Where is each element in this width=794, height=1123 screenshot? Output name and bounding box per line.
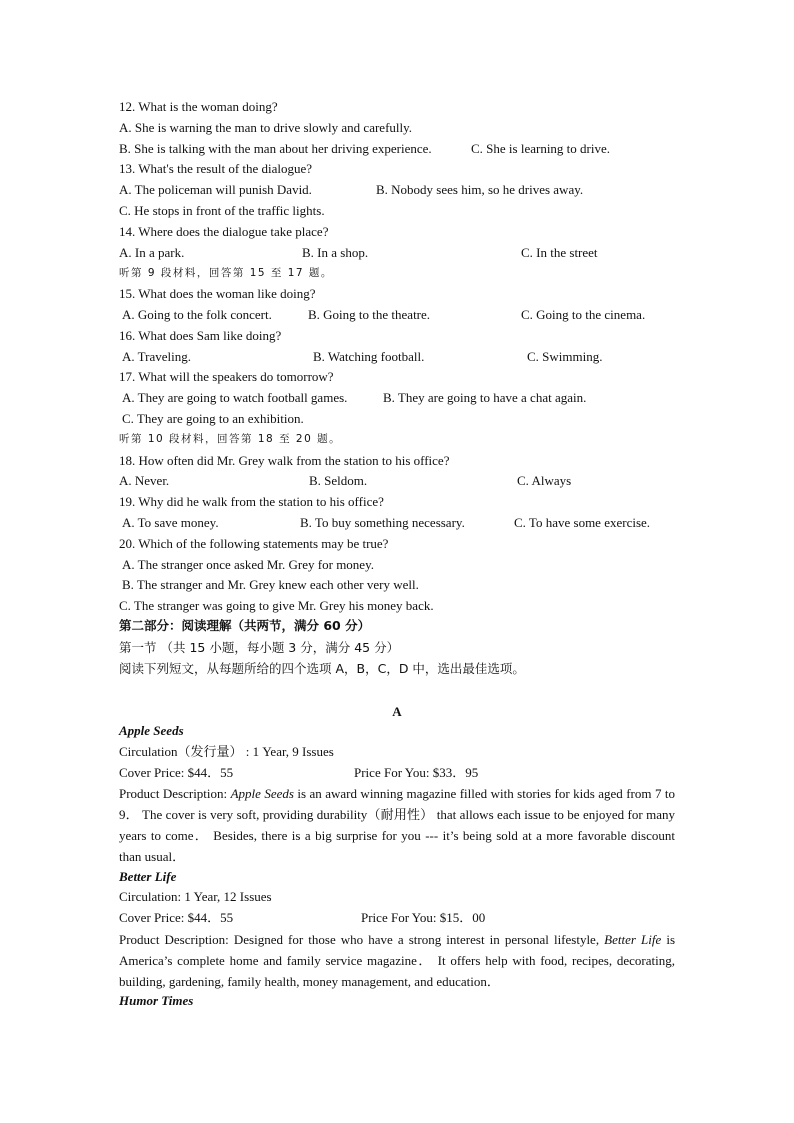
apple-seeds-desc-prefix: Product Description: [119, 786, 231, 801]
q20-option-b: B. The stranger and Mr. Grey knew each other very well. [122, 577, 419, 592]
better-life-price-for-you: Price For You: $15．00 [361, 910, 486, 925]
question-13: 13. What's the result of the dialogue? [119, 161, 313, 176]
section-one-title: 第一节 （共 15 小题，每小题 3 分，满分 45 分） [119, 640, 400, 655]
q19-option-b: B. To buy something necessary. [300, 515, 465, 530]
q14-option-a: A. In a park. [119, 245, 185, 260]
q13-option-a: A. The policeman will punish David. [119, 182, 312, 197]
q12-option-c: C. She is learning to drive. [471, 141, 611, 156]
q20-option-a: A. The stranger once asked Mr. Grey for money. [122, 557, 374, 572]
q17-option-c: C. They are going to an exhibition. [122, 411, 304, 426]
q15-option-b: B. Going to the theatre. [308, 307, 431, 322]
q16-option-a: A. Traveling. [122, 349, 191, 364]
q15-option-a: A. Going to the folk concert. [122, 307, 272, 322]
q16-options [119, 347, 679, 367]
better-life-prices [119, 908, 679, 928]
q12-option-a: A. She is warning the man to drive slowly and carefully. [119, 120, 413, 135]
q14-option-b: B. In a shop. [302, 245, 369, 260]
q16-option-b: B. Watching football. [313, 349, 425, 364]
question-15: 15. What does the woman like doing? [119, 286, 316, 301]
question-17: 17. What will the speakers do tomorrow? [119, 369, 334, 384]
better-life-description [119, 929, 675, 992]
magazine-title-better-life: Better Life [119, 869, 177, 884]
q19-option-a: A. To save money. [122, 515, 219, 530]
q16-option-c: C. Swimming. [527, 349, 603, 364]
section-10-instruction: 听第 10 段材料，回答第 18 至 20 题。 [119, 433, 342, 445]
section-9-instruction: 听第 9 段材料，回答第 15 至 17 题。 [119, 267, 333, 279]
apple-seeds-desc-body: is an award winning magazine filled with stories for kids aged from 7 to 9． The cover is very soft, providing durability（耐用性） that allows each issue to be enjoyed for many years to come． Besides, there is a big surprise for you --- it’s being sold at a more favorable discount than usual． [119, 786, 675, 864]
part-two-title: 第二部分：阅读理解（共两节，满分 60 分） [119, 618, 371, 633]
apple-seeds-circulation: Circulation（发行量） : 1 Year, 9 Issues [119, 744, 334, 759]
apple-seeds-description [119, 783, 675, 867]
better-life-desc-name: Better Life [604, 932, 662, 947]
reading-instruction: 阅读下列短文，从每题所给的四个选项 A，B，C，D 中，选出最佳选项。 [119, 661, 525, 676]
q18-option-b: B. Seldom. [309, 473, 368, 488]
apple-seeds-prices [119, 763, 679, 783]
better-life-cover-price: Cover Price: $44．55 [119, 910, 234, 925]
question-19: 19. Why did he walk from the station to his office? [119, 494, 384, 509]
question-12: 12. What is the woman doing? [119, 99, 278, 114]
q15-options [119, 305, 679, 325]
question-20: 20. Which of the following statements may be true? [119, 536, 389, 551]
question-18: 18. How often did Mr. Grey walk from the station to his office? [119, 453, 450, 468]
apple-seeds-desc-name: Apple Seeds [230, 786, 294, 801]
q19-options [119, 513, 679, 533]
passage-label: A [392, 704, 402, 719]
better-life-desc-body: is America’s complete home and family service magazine． It offers help with food, recipes, decorating, building, gardening, family health, money management, and education． [119, 932, 675, 989]
magazine-title-humor-times: Humor Times [119, 993, 194, 1008]
q19-option-c: C. To have some exercise. [514, 515, 651, 530]
q13-option-c: C. He stops in front of the traffic lights. [119, 203, 325, 218]
q14-option-c: C. In the street [521, 245, 598, 260]
q17-option-a: A. They are going to watch football games. [122, 390, 348, 405]
q18-option-a: A. Never. [119, 473, 170, 488]
question-16: 16. What does Sam like doing? [119, 328, 282, 343]
better-life-desc-prefix: Product Description: Designed for those who have a strong interest in personal lifestyle, [119, 932, 605, 947]
q17-option-b: B. They are going to have a chat again. [383, 390, 587, 405]
q20-option-c: C. The stranger was going to give Mr. Grey his money back. [119, 598, 434, 613]
better-life-circulation: Circulation: 1 Year, 12 Issues [119, 889, 272, 904]
q13-options-ab [119, 180, 679, 200]
apple-seeds-cover-price: Cover Price: $44．55 [119, 765, 234, 780]
q12-option-b: B. She is talking with the man about her driving experience. [119, 141, 432, 156]
q13-option-b: B. Nobody sees him, so he drives away. [376, 182, 584, 197]
q15-option-c: C. Going to the cinema. [521, 307, 646, 322]
apple-seeds-price-for-you: Price For You: $33．95 [354, 765, 479, 780]
question-14: 14. Where does the dialogue take place? [119, 224, 329, 239]
q17-options-ab [119, 388, 679, 408]
q14-options [119, 243, 679, 263]
magazine-title-apple-seeds: Apple Seeds [119, 723, 184, 738]
q18-options [119, 471, 679, 491]
q12-options-bc [119, 139, 679, 159]
q18-option-c: C. Always [517, 473, 572, 488]
